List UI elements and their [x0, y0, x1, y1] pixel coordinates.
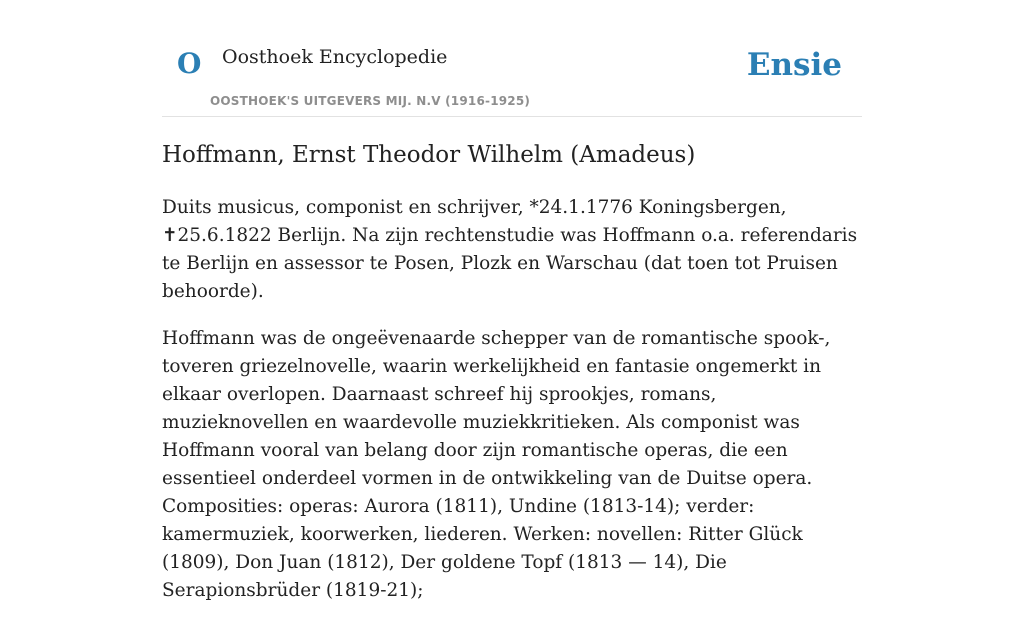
- ensie-logo-link[interactable]: Ensie: [746, 47, 842, 83]
- article-title: Hoffmann, Ernst Theodor Wilhelm (Amadeus): [162, 142, 696, 168]
- publication-title[interactable]: Oosthoek Encyclopedie: [222, 46, 448, 68]
- article: [162, 138, 864, 624]
- article-paragraph: Hoffmann was de ongeëvenaarde schepper van de romantische spook-, toveren griezelnovelle, waarin werkelijkheid en fantasie ongemerkt in elkaar overlopen. Daarnaast schreef hij sprookjes, romans, muzieknovellen en waardevolle muziekkritieken. Als componist was Hoffmann vooral van belang door zijn romantische operas, die een essentieel onderdeel vormen in de ontwikkeling van de Duitse opera. Composities: operas: Aurora (1811), Undine (1813-14); verder: kamermuziek, koorwerken, liederen. Werken: novellen: Ritter Glück (1809), Don Juan (1812), Der goldene Topf (1813 — 14), Die Serapionsbrüder (1819-21);: [162, 328, 831, 601]
- publisher-line: OOSTHOEK'S UITGEVERS MIJ. N.V (1916-1925): [210, 94, 531, 108]
- article-paragraph: Duits musicus, componist en schrijver, *24.1.1776 Koningsbergen, ✝25.6.1822 Berlijn. Na zijn rechtenstudie was Hoffmann o.a. referendaris te Berlijn en assessor te Posen, Plozk en Warschau (dat toen tot Pruisen behoorde).: [162, 197, 858, 302]
- publication-logo-icon[interactable]: O: [177, 47, 202, 80]
- site-header: [162, 0, 862, 117]
